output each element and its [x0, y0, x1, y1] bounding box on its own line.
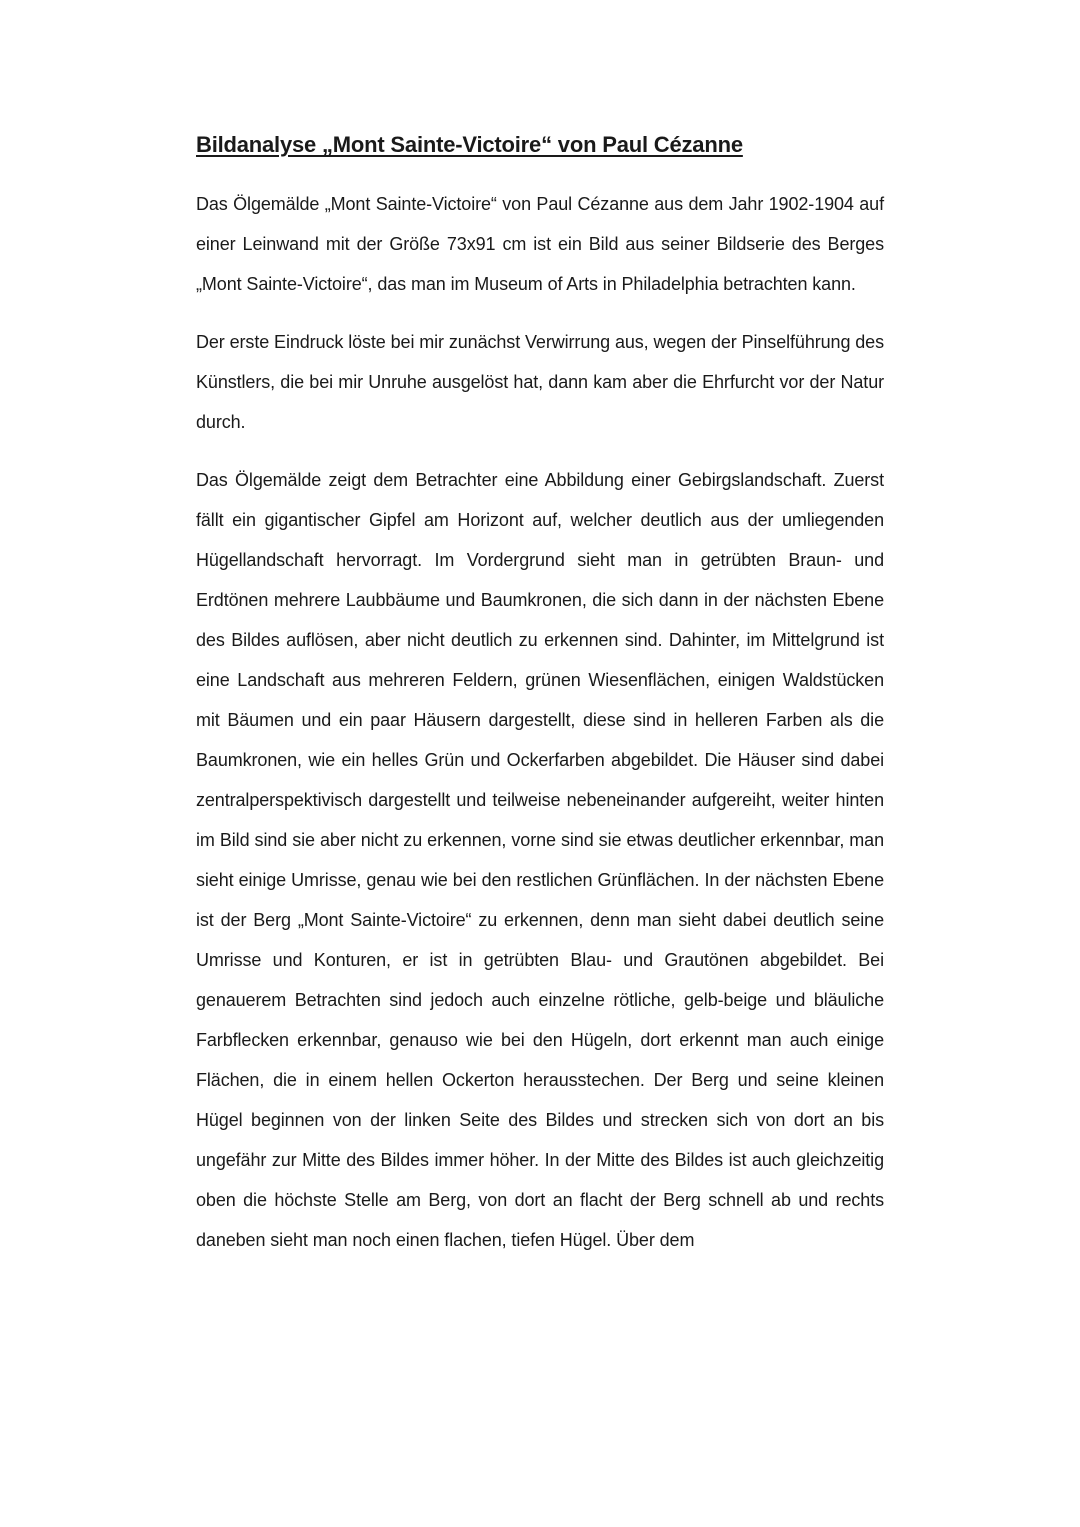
document-title: Bildanalyse „Mont Sainte-Victoire“ von Paul Cézanne — [196, 132, 743, 157]
paragraph-description: Das Ölgemälde zeigt dem Betrachter eine Abbildung einer Gebirgslandschaft. Zuerst fällt ein gigantischer Gipfel am Horizont auf, welcher deutlich aus der umliegenden Hügellandschaft hervorragt. Im Vordergrund sieht man in getrübten Braun- und Erdtönen mehrere Laubbäume und Baumkronen, die sich dann in der nächsten Ebene des Bildes auflösen, aber nicht deutlich zu erkennen sind. Dahinter, im Mittelgrund ist eine Landschaft aus mehreren Feldern, grünen Wiesenflächen, einigen Waldstücken mit Bäumen und ein paar Häusern dargestellt, diese sind in helleren Farben als die Baumkronen, wie ein helles Grün und Ockerfarben abgebildet. Die Häuser sind dabei zentralperspektivisch dargestellt und teilweise nebeneinander aufgereiht, weiter hinten im Bild sind sie aber nicht zu erkennen, vorne sind sie etwas deutlicher erkennbar, man sieht einige Umrisse, genau wie bei den restlichen Grünflächen. In der nächsten Ebene ist der Berg „Mont Sainte-Victoire“ zu erkennen, denn man sieht dabei deutlich seine Umrisse und Konturen, er ist in getrübten Blau- und Grautönen abgebildet. Bei genauerem Betrachten sind jedoch auch einzelne rötliche, gelb-beige und bläuliche Farbflecken erkennbar, genauso wie bei den Hügeln, dort erkennt man auch einige Flächen, die in einem hellen Ockerton herausstechen. Der Berg und seine kleinen Hügel beginnen von der linken Seite des Bildes und strecken sich von dort an bis ungefähr zur Mitte des Bildes immer höher. In der Mitte des Bildes ist auch gleichzeitig oben die höchste Stelle am Berg, von dort an flacht der Berg schnell ab und rechts daneben sieht man noch einen flachen, tiefen Hügel. Über dem — [196, 470, 884, 1250]
paragraph-intro: Das Ölgemälde „Mont Sainte-Victoire“ von Paul Cézanne aus dem Jahr 1902-1904 auf einer Leinwand mit der Größe 73x91 cm ist ein Bild aus seiner Bildserie des Berges „Mont Sainte-Victoire“, das man im Museum of Arts in Philadelphia betrachten kann. — [196, 194, 884, 294]
document-body — [196, 128, 884, 1260]
paragraph-first-impression: Der erste Eindruck löste bei mir zunächst Verwirrung aus, wegen der Pinselführung des Künstlers, die bei mir Unruhe ausgelöst hat, dann kam aber die Ehrfurcht vor der Natur durch. — [196, 332, 884, 432]
